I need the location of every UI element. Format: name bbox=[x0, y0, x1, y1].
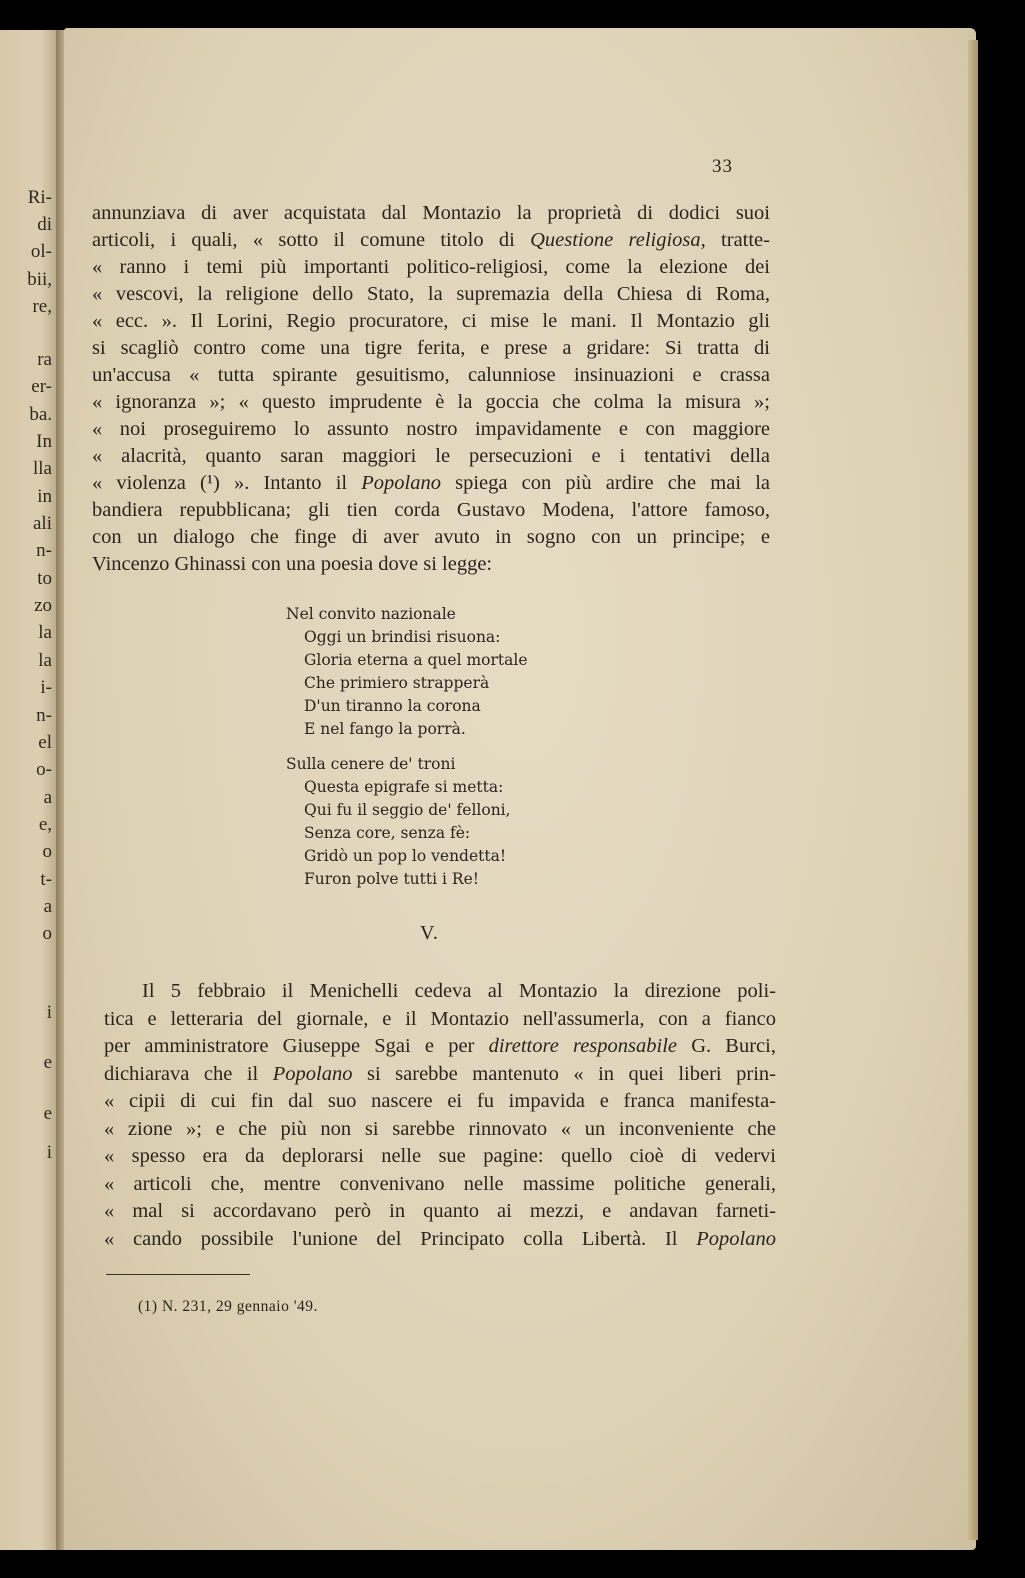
previous-page-fragment: e bbox=[43, 1052, 52, 1073]
previous-page-fragment: e bbox=[43, 1103, 52, 1124]
previous-page-fragment: ali bbox=[33, 513, 52, 534]
footnote-separator bbox=[106, 1274, 250, 1275]
previous-page-fragment: Ri- bbox=[27, 187, 52, 208]
paragraph-1-line: con un dialogo che finge di aver avuto in sogno con un principe; e bbox=[92, 526, 770, 548]
previous-page-fragment: t- bbox=[40, 869, 52, 890]
paragraph-2-line: « zione »; e che più non si sarebbe rinnovato « un inconveniente che bbox=[104, 1117, 776, 1140]
paragraph-2-line: dichiarava che il Popolano si sarebbe mantenuto « in quei liberi prin- bbox=[104, 1062, 776, 1085]
previous-page-fragment: re, bbox=[32, 296, 52, 317]
paragraph-1-line: bandiera repubblicana; gli tien corda Gustavo Modena, l'attore famoso, bbox=[92, 499, 770, 521]
paragraph-1-line: « violenza (¹) ». Intanto il Popolano spiega con più ardire che mai la bbox=[92, 472, 770, 494]
paragraph-1-line: « ranno i temi più importanti politico-religiosi, come la elezione dei bbox=[92, 256, 770, 278]
paragraph-2-line: per amministratore Giuseppe Sgai e per direttore responsabile G. Burci, bbox=[104, 1035, 776, 1057]
poem-line: Sulla cenere de' troni bbox=[286, 755, 456, 773]
previous-page-fragment: o- bbox=[36, 759, 52, 780]
paragraph-1-line: « noi proseguiremo lo assunto nostro impavidamente e con maggiore bbox=[92, 418, 770, 440]
previous-page-fragment: o bbox=[42, 923, 52, 944]
previous-page-fragment: in bbox=[37, 486, 52, 507]
previous-page-fragment: bii, bbox=[27, 269, 52, 290]
previous-page-fragment: lla bbox=[33, 458, 52, 479]
poem bbox=[286, 603, 528, 903]
poem-line: Gridò un pop lo vendetta! bbox=[304, 847, 507, 865]
paragraph-2 bbox=[104, 978, 776, 1253]
paragraph-2-line: « articoli che, mentre convenivano nelle massime politiche generali, bbox=[104, 1172, 776, 1195]
previous-page-fragment: ra bbox=[37, 349, 52, 370]
section-heading: V. bbox=[420, 922, 439, 944]
paragraph-2-line: Il 5 febbraio il Menichelli cedeva al Montazio la direzione poli- bbox=[142, 980, 776, 1002]
paragraph-1-line: si scagliò contro come una tigre ferita, e prese a gridare: Si tratta di bbox=[92, 337, 770, 359]
previous-page-fragment: er- bbox=[31, 376, 52, 397]
paragraph-1-line: « alacrità, quanto saran maggiori le persecuzioni e i tentativi della bbox=[92, 445, 770, 467]
paragraph-1-line: articoli, i quali, « sotto il comune titolo di Questione religiosa, tratte- bbox=[92, 229, 770, 251]
italic-text: Popolano bbox=[696, 1227, 776, 1250]
previous-page-fragment: n- bbox=[36, 540, 52, 561]
paragraph-2-line: « spesso era da deplorarsi nelle sue pagine: quello cioè di vedervi bbox=[104, 1145, 776, 1167]
paragraph-2-line: « cando possibile l'unione del Principato colla Libertà. Il Popolano bbox=[104, 1227, 776, 1250]
paragraph-2-line: « cipii di cui fin dal suo nascere ei fu impavida e franca manifesta- bbox=[104, 1090, 776, 1112]
poem-line: Che primiero strapperà bbox=[304, 674, 490, 692]
italic-text: direttore responsabile bbox=[488, 1035, 677, 1057]
previous-page-fragment: zo bbox=[34, 595, 52, 616]
footnote: (1) N. 231, 29 gennaio '49. bbox=[138, 1298, 318, 1315]
paragraph-1-line: « vescovi, la religione dello Stato, la supremazia della Chiesa di Roma, bbox=[92, 283, 770, 305]
paragraph-1-line: « ecc. ». Il Lorini, Regio procuratore, ci mise le mani. Il Montazio gli bbox=[92, 310, 770, 332]
previous-page-fragment: i bbox=[46, 1002, 52, 1023]
poem-line: Nel convito nazionale bbox=[286, 605, 456, 623]
previous-page-fragment: ba. bbox=[29, 404, 52, 425]
poem-line: Questa epigrafe si metta: bbox=[304, 778, 504, 796]
previous-page-fragment: a bbox=[43, 787, 52, 808]
poem-line: Oggi un brindisi risuona: bbox=[304, 628, 501, 646]
previous-page-fragment: el bbox=[38, 732, 52, 753]
previous-page-fragment: e, bbox=[38, 814, 52, 835]
paragraph-1-line: un'accusa « tutta spirante gesuitismo, calunniose insinuazioni e crassa bbox=[92, 364, 770, 386]
previous-page-fragment: la bbox=[38, 650, 52, 671]
poem-line: Senza core, senza fè: bbox=[304, 824, 471, 842]
previous-page-fragment: la bbox=[38, 622, 52, 643]
page-number: 33 bbox=[712, 156, 733, 177]
previous-page-fragment: a bbox=[43, 896, 52, 917]
paragraph-2-line: « mal si accordavano però in quanto ai mezzi, e andavan farneti- bbox=[104, 1200, 776, 1222]
previous-page-fragment: In bbox=[36, 431, 52, 452]
previous-page-fragment: n- bbox=[36, 705, 52, 726]
previous-page-fragment: i- bbox=[40, 677, 52, 698]
poem-line: E nel fango la porrà. bbox=[304, 720, 466, 738]
previous-page-fragment: o bbox=[42, 841, 52, 862]
previous-page-fragment: di bbox=[37, 214, 52, 235]
italic-text: Questione religiosa, bbox=[530, 229, 706, 251]
paragraph-1-line: « ignoranza »; « questo imprudente è la goccia che colma la misura »; bbox=[92, 391, 770, 413]
previous-page-fragment: to bbox=[37, 568, 52, 589]
previous-page-edge bbox=[0, 30, 58, 1550]
poem-stanza-2 bbox=[286, 753, 528, 891]
paragraph-1 bbox=[92, 200, 770, 578]
poem-line: Gloria eterna a quel mortale bbox=[304, 651, 528, 669]
previous-page-fragment: i bbox=[46, 1142, 52, 1163]
paragraph-1-line: annunziava di aver acquistata dal Montazio la proprietà di dodici suoi bbox=[92, 202, 770, 224]
italic-text: Popolano bbox=[361, 472, 441, 494]
page-edge-shadow bbox=[968, 40, 978, 1540]
poem-line: Qui fu il seggio de' felloni, bbox=[304, 801, 511, 819]
italic-text: Popolano bbox=[272, 1062, 353, 1085]
poem-line: D'un tiranno la corona bbox=[304, 697, 481, 715]
poem-stanza-1 bbox=[286, 603, 528, 741]
paragraph-1-line: Vincenzo Ghinassi con una poesia dove si legge: bbox=[92, 553, 493, 575]
poem-line: Furon polve tutti i Re! bbox=[304, 870, 479, 888]
previous-page-fragment: ol- bbox=[30, 241, 52, 262]
paragraph-2-line: tica e letteraria del giornale, e il Montazio nell'assumerla, con a fianco bbox=[104, 1007, 776, 1030]
